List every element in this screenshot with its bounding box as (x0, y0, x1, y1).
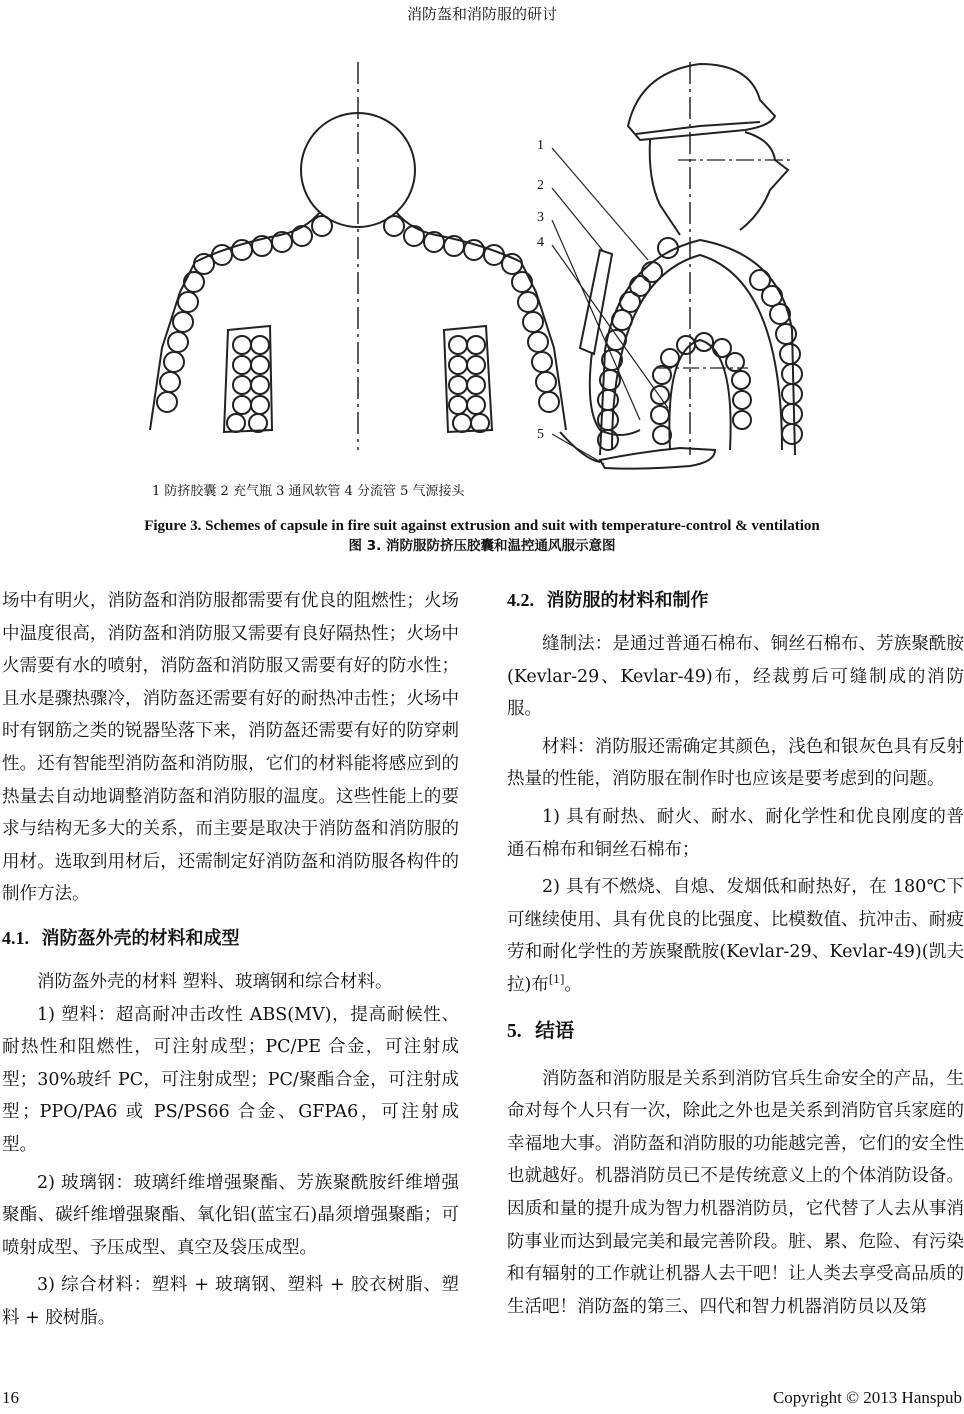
callout-4: 4 (537, 235, 544, 250)
leader-line-1 (552, 148, 648, 260)
running-head: 消防盔和消防服的研讨 (406, 5, 557, 23)
page-number: 16 (2, 1388, 19, 1407)
item-2-text: 2) 具有不燃烧、自熄、发烟低和耐热好，在 180℃下可继续使用、具有优良的比强度、比模数值、抗冲击、耐疲劳和耐化学性的芳族聚酰胺(Kevlar-29、Kevlar-49)(凯夫拉)布 (507, 877, 964, 995)
helmet-shell (628, 64, 775, 140)
paragraph-plastic: 1) 塑料：超高耐冲击改性 ABS(MV)，提高耐候性、耐热性和阻燃性，可注射成型；PC/PE 合金，可注射成型；30%玻纤 PC，可注射成型；PC/聚酯合金，可注射成型；PPO/PA6 或 PS/PS66 合金、GFPA6，可注射成型。 (2, 1004, 459, 1155)
section-number-5: 5. (507, 1020, 522, 1042)
paragraph-shell-materials: 消防盔外壳的材料 塑料、玻璃钢和综合材料。 (37, 971, 393, 992)
paragraph-composite: 3) 综合材料：塑料 + 玻璃钢、塑料 + 胶衣树脂、塑料 + 胶树脂。 (2, 1275, 459, 1328)
leader-line-3 (552, 220, 640, 420)
figure-3-diagram (0, 30, 964, 480)
torso-inner-arch (612, 255, 782, 450)
face-profile (740, 132, 788, 230)
callout-3: 3 (537, 210, 544, 225)
capsule-ring-inner (651, 333, 751, 444)
copyright-notice: Copyright © 2013 Hanspub (772, 1388, 962, 1407)
section-heading-5 (507, 1016, 964, 1047)
left-column (2, 585, 459, 1334)
callout-2: 2 (537, 178, 544, 193)
leader-line-5 (552, 434, 604, 464)
paragraph-conclusion: 消防盔和消防服是关系到消防官兵生命安全的产品，生命对每个人只有一次，除此之外也是关系到消防官兵家庭的幸福地大事。消防盔和消防服的功能越完善，它们的安全性也就越好。机器消防员已不是传统意义上的个体消防设备。因质和量的提升成为智力机器消防员，它代替了人去从事消防事业而达到最完美和最完善阶段。脏、累、危险、有污染和有辐射的工作就让机器人去干吧！让人类去享受高品质的生活吧！消防盔的第三、四代和智力机器消防员以及第 (507, 1068, 964, 1317)
connector-hose (560, 432, 600, 462)
figure-caption-english: Figure 3. Schemes of capsule in fire suit against extrusion and suit with temperature-control & ventilation (144, 518, 820, 534)
capsule-block-left (224, 326, 272, 432)
callout-5: 5 (537, 427, 544, 442)
paragraph-item-2 (507, 871, 964, 1001)
paragraph-color: 材料：消防服还需确定其颜色，浅色和银灰色具有反射热量的性能，消防服在制作时也应该是要考虑到的问题。 (507, 736, 964, 790)
section-number-4-2: 4.2. (507, 590, 534, 610)
citation-ref-1[interactable]: [1] (548, 973, 565, 987)
capsule-chain-right (384, 216, 559, 412)
paragraph-frp: 2) 玻璃钢：玻璃纤维增强聚酯、芳族聚酰胺纤维增强聚酯、碳纤维增强聚酯、氧化铝(蓝宝石)晶须增强聚酯；可喷射成型、予压成型、真空及袋压成型。 (2, 1172, 459, 1258)
capsule-chain-left (157, 216, 332, 412)
paragraph-intro: 场中有明火，消防盔和消防服都需要有优良的阻燃性；火场中温度很高，消防盔和消防服又需要有良好隔热性；火场中火需要有水的喷射，消防盔和消防服又需要有好的防水性；且水是骤热骤冷，消防盔还需要有好的耐热冲击性；火场中时有钢筋之类的锐器坠落下来，消防盔还需要有好的防穿刺性。还有智能型消防盔和消防服，它们的材料能将感应到的热量去自动地调整消防盔和消防服的温度。这些性能上的要求与结构无多大的关系，而主要是取决于消防盔和消防服的用材。选取到用材后，还需制定好消防盔和消防服各构件的制作方法。 (2, 591, 459, 905)
right-column (507, 585, 964, 1323)
head-back (650, 140, 680, 235)
leader-line-2 (552, 188, 604, 252)
section-number-4-1: 4.1. (2, 927, 29, 948)
section-heading-4-1 (2, 923, 459, 954)
paragraph-sewing: 缝制法：是通过普通石棉布、铜丝石棉布、芳族聚酰胺(Kevlar-29、Kevlar-49)布，经裁剪后可缝制成的消防服。 (507, 634, 964, 720)
gas-source-connector (600, 448, 715, 469)
item-2-end: 。 (564, 974, 582, 995)
section-title-5: 结语 (535, 1018, 575, 1042)
callout-1: 1 (537, 138, 544, 153)
section-heading-4-2 (507, 585, 964, 616)
figure-legend-note: 1 防挤胶囊 2 充气瓶 3 通风软管 4 分流管 5 气源接头 (152, 484, 465, 499)
helmet-brim (636, 122, 760, 134)
capsule-block-right (444, 326, 492, 432)
section-title-4-1: 消防盔外壳的材料和成型 (41, 927, 240, 949)
section-title-4-2: 消防服的材料和制作 (546, 590, 709, 611)
figure-caption-chinese: 图 3. 消防服防挤压胶囊和温控通风服示意图 (348, 538, 616, 554)
paragraph-item-1: 1) 具有耐热、耐火、耐水、耐化学性和优良刚度的普通石棉布和铜丝石棉布； (507, 806, 964, 860)
